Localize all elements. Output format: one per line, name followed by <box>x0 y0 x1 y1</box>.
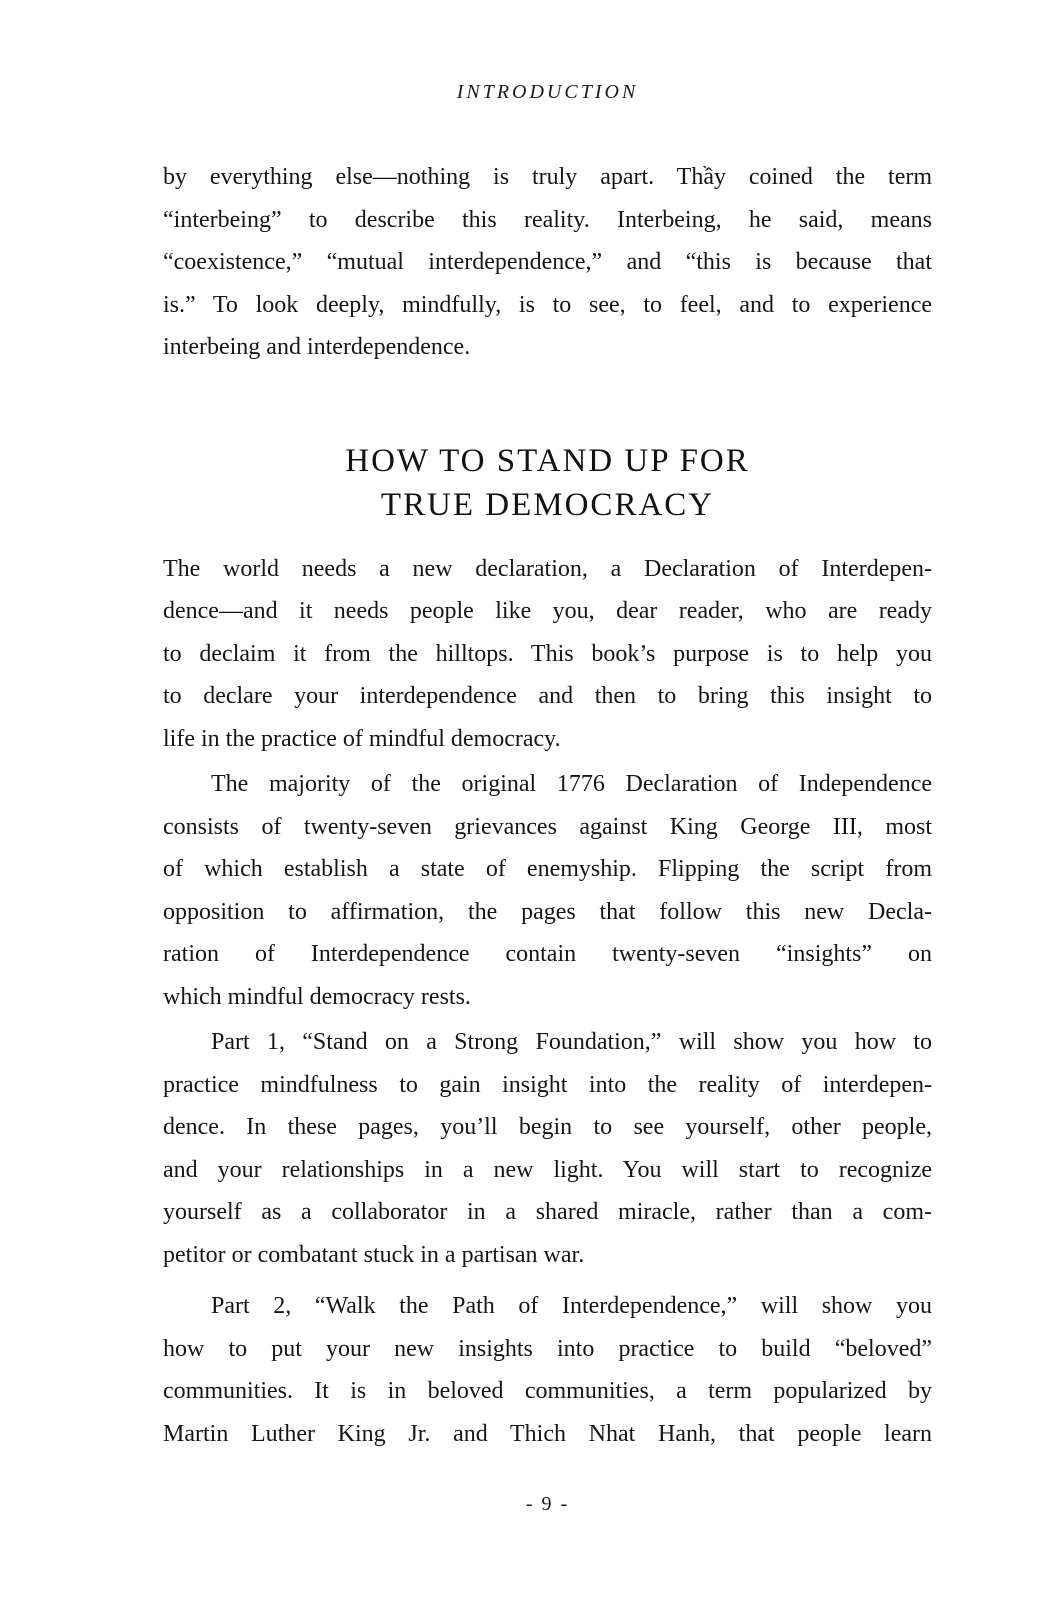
text-line: dence. In these pages, you’ll begin to see yourself, other people, <box>163 1114 932 1140</box>
section-heading-line: TRUE DEMOCRACY <box>380 486 715 523</box>
text-line: by everything else—nothing is truly apart. Thầy coined the term <box>163 164 932 190</box>
paragraph <box>163 1021 932 1276</box>
text-line: petitor or combatant stuck in a partisan war. <box>163 1241 585 1268</box>
text-line: “interbeing” to describe this reality. Interbeing, he said, means <box>163 206 932 233</box>
text-line: life in the practice of mindful democracy. <box>163 725 561 752</box>
text-line: “coexistence,” “mutual interdependence,” and “this is because that <box>163 249 932 275</box>
text-line: of which establish a state of enemyship. Flipping the script from <box>163 856 932 882</box>
text-line: The world needs a new declaration, a Declaration of Interdepen- <box>163 555 932 582</box>
paragraph <box>163 763 932 1018</box>
text-line: Part 2, “Walk the Path of Interdependence,” will show you <box>211 1293 932 1319</box>
text-line: The majority of the original 1776 Declaration of Independence <box>211 771 932 797</box>
text-line: Part 1, “Stand on a Strong Foundation,” will show you how to <box>211 1029 932 1055</box>
page-number: - 9 - <box>525 1493 570 1515</box>
text-line: interbeing and interdependence. <box>163 334 471 360</box>
text-line: dence—and it needs people like you, dear reader, who are ready <box>163 598 932 624</box>
paragraph <box>163 156 932 369</box>
text-line: to declaim it from the hilltops. This book’s purpose is to help you <box>163 640 932 667</box>
section-heading <box>163 439 932 527</box>
text-line: and your relationships in a new light. You will start to recognize <box>163 1156 932 1183</box>
paragraph <box>163 1285 932 1455</box>
text-line: yourself as a collaborator in a shared miracle, rather than a com- <box>163 1199 932 1225</box>
running-header: INTRODUCTION <box>456 81 639 103</box>
section-heading-line: HOW TO STAND UP FOR <box>345 442 750 479</box>
text-line: consists of twenty-seven grievances against King George III, most <box>163 813 932 840</box>
text-line: which mindful democracy rests. <box>163 983 471 1010</box>
page-body <box>163 0 932 1455</box>
text-line: opposition to affirmation, the pages that follow this new Decla- <box>163 898 932 925</box>
text-line: how to put your new insights into practice to build “beloved” <box>163 1335 932 1362</box>
text-line: communities. It is in beloved communities, a term popularized by <box>163 1378 932 1404</box>
text-line: to declare your interdependence and then to bring this insight to <box>163 683 932 709</box>
text-line: practice mindfulness to gain insight into the reality of interdepen- <box>163 1071 932 1098</box>
text-line: is.” To look deeply, mindfully, is to see, to feel, and to experience <box>163 291 932 318</box>
text-line: Martin Luther King Jr. and Thich Nhat Hanh, that people learn <box>163 1420 932 1447</box>
paragraph <box>163 548 932 761</box>
text-line: ration of Interdependence contain twenty-seven “insights” on <box>163 941 932 967</box>
